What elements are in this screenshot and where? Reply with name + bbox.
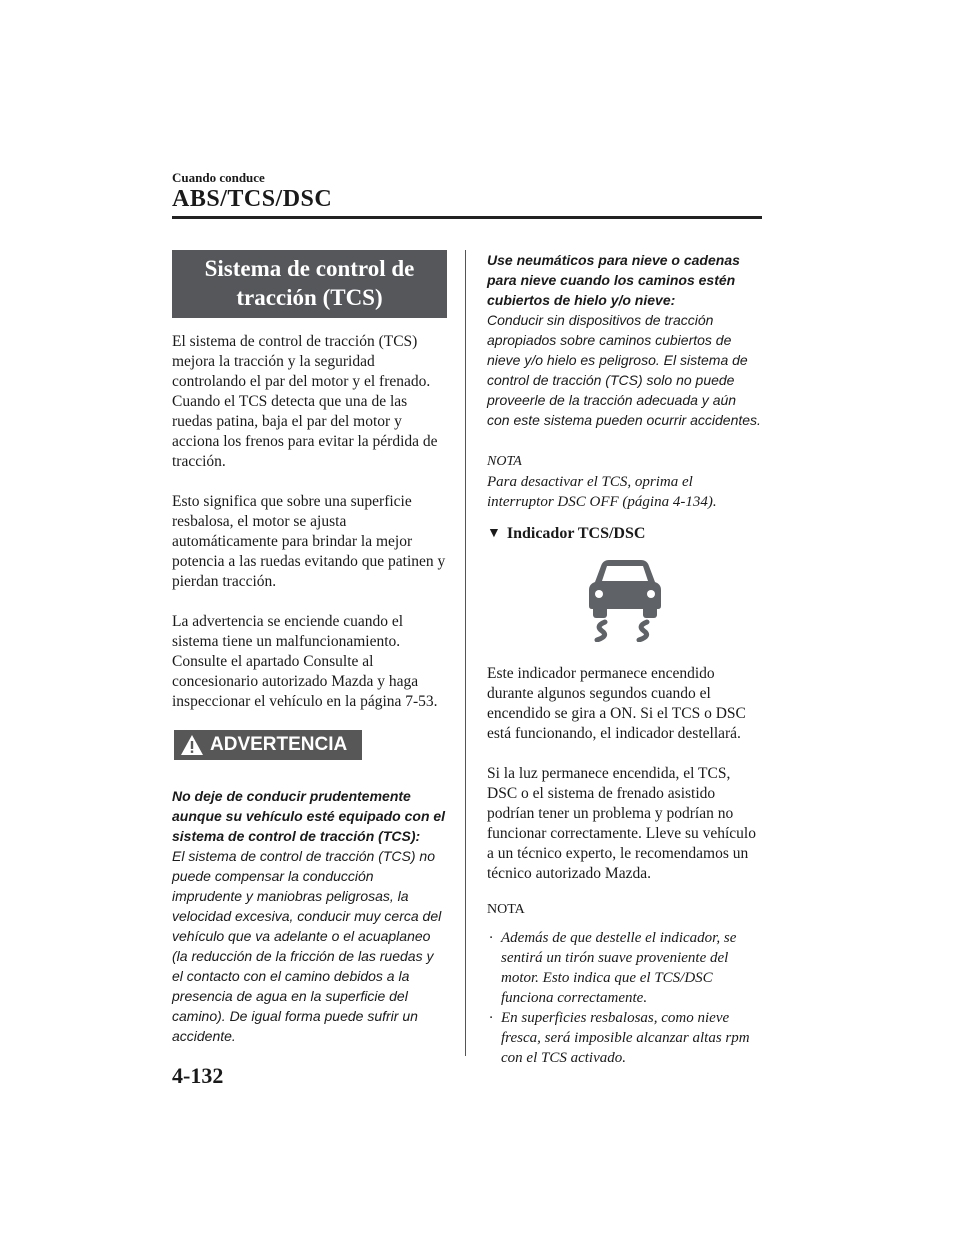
triangle-down-icon: ▼	[487, 526, 501, 541]
tcs-malfunction-paragraph: La advertencia se enciende cuando el sistema tiene un malfuncionamiento. Consulte el apartado Consulte al concesionario autorizado Mazda y haga inspeccionar el vehículo en la página 7-53.	[172, 613, 438, 710]
indicator-subheading: ▼ Indicador TCS/DSC	[487, 525, 646, 542]
section-title-line2: tracción (TCS)	[236, 285, 383, 310]
indicator-fault-paragraph: Si la luz permanece encendida, el TCS, DSC o el sistema de frenado asistido podrían tener un problema y podrían no funcionar correctamente. Lleve su vehículo a un técnico experto, le recomendamos un técnico autorizado Mazda.	[487, 765, 756, 882]
warning-triangle-icon	[180, 734, 204, 756]
warning-label: ADVERTENCIA	[210, 734, 348, 755]
nota-text-dsc-off: Para desactivar el TCS, oprima el interruptor DSC OFF (página 4-134).	[487, 474, 717, 510]
list-item: · En superficies resbalosas, como nieve fresca, será imposible alcanzar altas rpm con el TCS activado.	[489, 1010, 750, 1066]
left-column	[172, 250, 447, 1046]
list-item: · Además de que destelle el indicador, se sentirá un tirón suave proveniente del motor. Esto indica que el TCS/DSC funciona correctamente.	[489, 930, 737, 1006]
running-header-chapter: ABS/TCS/DSC	[172, 186, 333, 212]
header-rule	[172, 216, 762, 219]
section-title-line1: Sistema de control de	[204, 256, 415, 281]
running-header-section: Cuando conduce	[172, 170, 265, 185]
column-divider	[465, 250, 466, 1056]
snow-warning-body-text: Conducir sin dispositivos de tracción apropiados sobre caminos cubiertos de nieve y/o hielo es peligroso. El sistema de control de tracción (TCS) solo no puede proveerle de la tracción adecuada y aún con este sistema pueden ocurrir accidentes.	[487, 312, 761, 428]
nota-label-2: NOTA	[487, 902, 525, 917]
warning-bold-text: No deje de conducir prudentemente aunque su vehículo esté equipado con el sistema de control de tracción (TCS):	[172, 788, 446, 844]
indicator-paragraph: Este indicador permanece encendido durante algunos segundos cuando el encendido se gira a ON. Si el TCS o DSC está funcionando, el indicador destellará.	[487, 665, 746, 742]
tcs-intro-paragraph: El sistema de control de tracción (TCS) mejora la tracción y la seguridad controlando el par del motor y el frenado. Cuando el TCS detecta que una de las ruedas patina, baja el par del motor y acciona los frenos para evitar la pérdida de tracción.	[172, 333, 438, 470]
page-number: 4-132	[172, 1063, 224, 1088]
nota-label: NOTA	[487, 454, 522, 469]
tcs-slippery-paragraph: Esto significa que sobre una superficie resbalosa, el motor se ajusta automáticamente para brindar la mejor potencia a las ruedas evitando que patinen y pierdan tracción.	[172, 493, 446, 590]
section-title-box	[172, 250, 447, 318]
warning-banner	[174, 730, 362, 760]
nota-bullet-list	[487, 928, 762, 1068]
warning-body-text: El sistema de control de tracción (TCS) no puede compensar la conducción imprudente y maniobras peligrosas, la velocidad excesiva, conducir muy cerca del vehículo que va adelante o el acuaplaneo (la reducción de la fricción de las ruedas y el contacto con el camino debidos a la presencia de agua en la superficie del camino). De igual forma puede sufrir un accidente.	[172, 848, 442, 1044]
tcs-dsc-skid-car-icon	[575, 556, 675, 642]
right-column	[487, 250, 762, 1068]
snow-warning-bold-text: Use neumáticos para nieve o cadenas para nieve cuando los caminos estén cubiertos de hielo y/o nieve:	[487, 252, 740, 308]
